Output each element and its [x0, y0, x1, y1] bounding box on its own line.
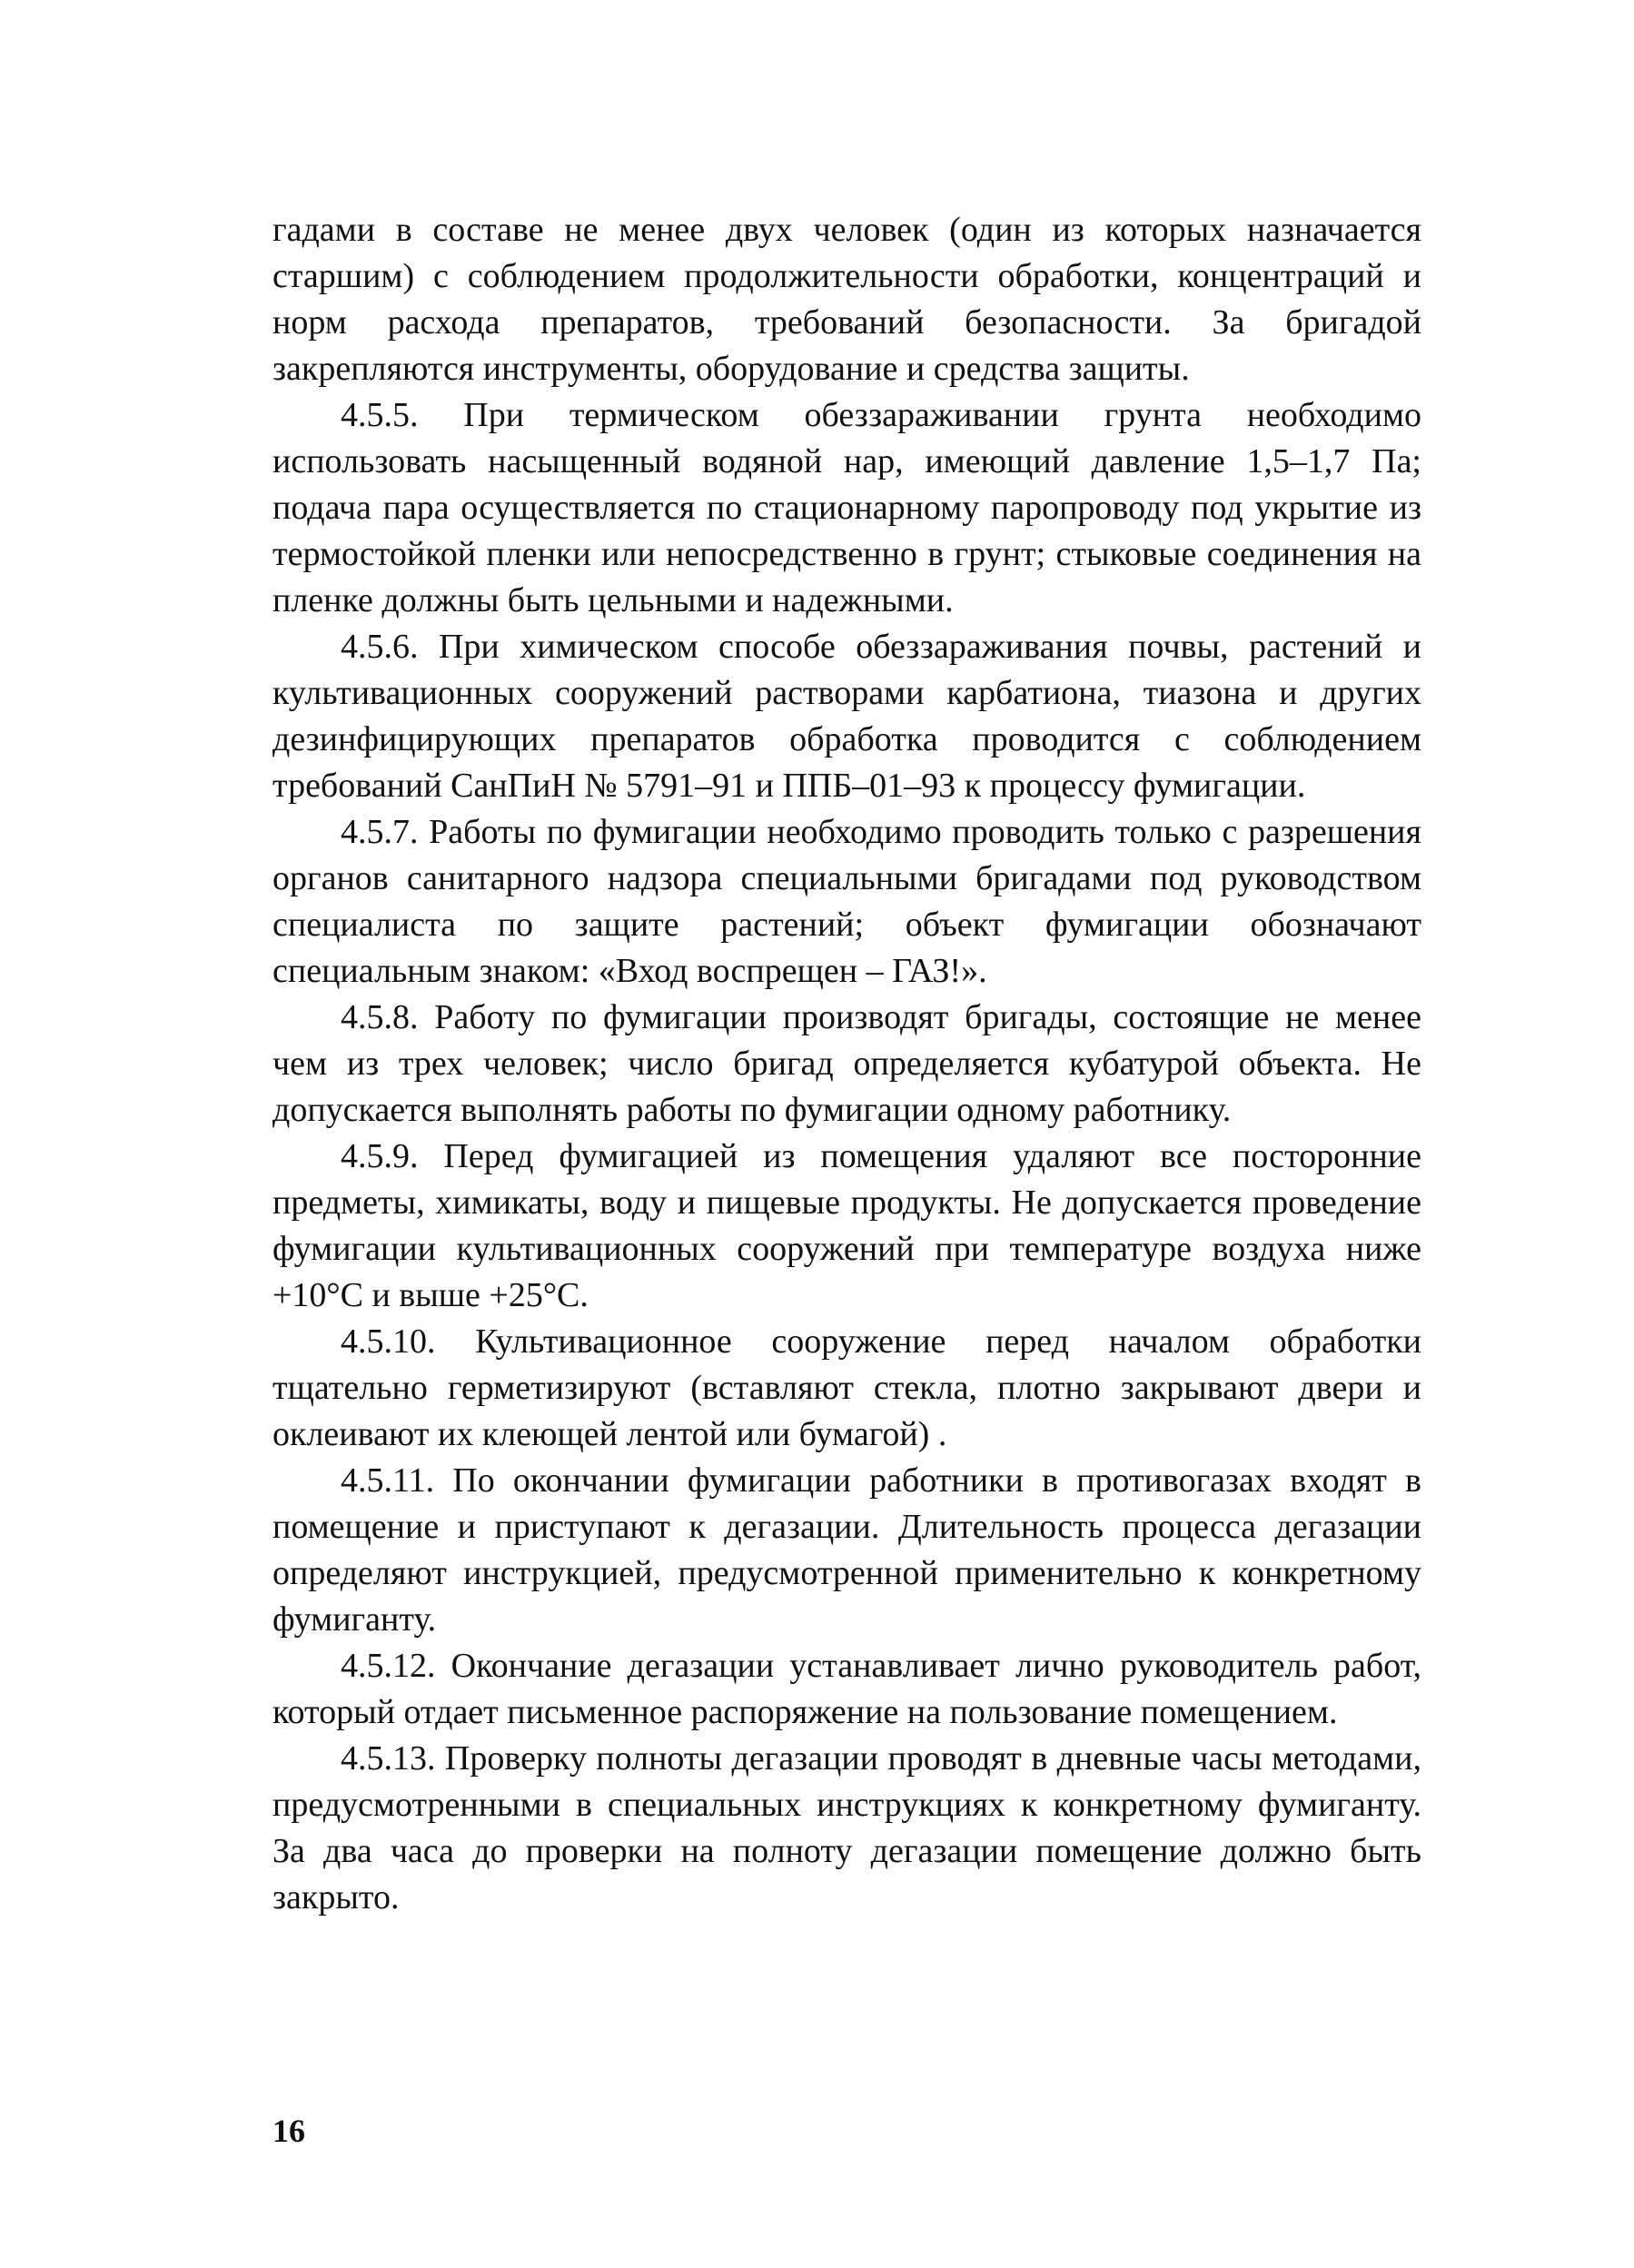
paragraph-4-5-10: 4.5.10. Культивационное сооружение перед началом обработки тщательно герметизируют (вставляют стекла, плотно закрывают двери и оклеивают их клеющей лентой или бумагой) .: [272, 1322, 1421, 1453]
page-number: 16: [272, 2113, 305, 2149]
paragraph-4-5-13: 4.5.13. Проверку полноты дегазации проводят в дневные часы методами, предусмотренными в специальных инструкциях к конкретному фумиганту. За два часа до проверки на полноту дегазации помещение должно быть закрыто.: [272, 1739, 1421, 1916]
paragraph-4-5-6: 4.5.6. При химическом способе обеззараживания почвы, растений и культивационных сооружений растворами карбатиона, тиазона и других дезинфицирующих препаратов обработка проводится с соблюдением требований СанПиН № 5791–91 и ППБ–01–93 к процессу фумигации.: [272, 628, 1421, 805]
paragraph-continued: гадами в составе не менее двух человек (один из которых назначается старшим) с соблюдением продолжительности обработки, концентраций и норм расхода препаратов, требований безопасности. За бригадой закрепляются инструменты, оборудование и средства защиты.: [272, 211, 1421, 388]
paragraph-4-5-7: 4.5.7. Работы по фумигации необходимо проводить только с разрешения органов санитарного надзора специальными бригадами под руководством специалиста по защите растений; объект фумигации обозначают специальным знаком: «Вход воспрещен – ГАЗ!».: [272, 813, 1421, 990]
document-body: [272, 207, 1421, 1921]
paragraph-4-5-11: 4.5.11. По окончании фумигации работники в противогазах входят в помещение и приступают к дегазации. Длительность процесса дегазации определяют инструкцией, предусмотренной применительно к конкретному фумиганту.: [272, 1461, 1421, 1639]
paragraph-4-5-12: 4.5.12. Окончание дегазации устанавливает лично руководитель работ, который отдает письменное распоряжение на пользование помещением.: [272, 1647, 1421, 1731]
paragraph-4-5-8: 4.5.8. Работу по фумигации производят бригады, состоящие не менее чем из трех человек; число бригад определяется кубатурой объекта. Не допускается выполнять работы по фумигации одному работнику.: [272, 998, 1421, 1129]
paragraph-4-5-5: 4.5.5. При термическом обеззараживании грунта необходимо использовать насыщенный водяной нар, имеющий давление 1,5–1,7 Па; подача пара осуществляется по стационарному паропроводу под укрытие из термостойкой пленки или непосредственно в грунт; стыковые соединения на пленке должны быть цельными и надежными.: [272, 396, 1421, 619]
paragraph-4-5-9: 4.5.9. Перед фумигацией из помещения удаляют все посторонние предметы, химикаты, воду и пищевые продукты. Не допускается проведение фумигации культивационных сооружений при температуре воздуха ниже +10°С и выше +25°С.: [272, 1137, 1421, 1314]
